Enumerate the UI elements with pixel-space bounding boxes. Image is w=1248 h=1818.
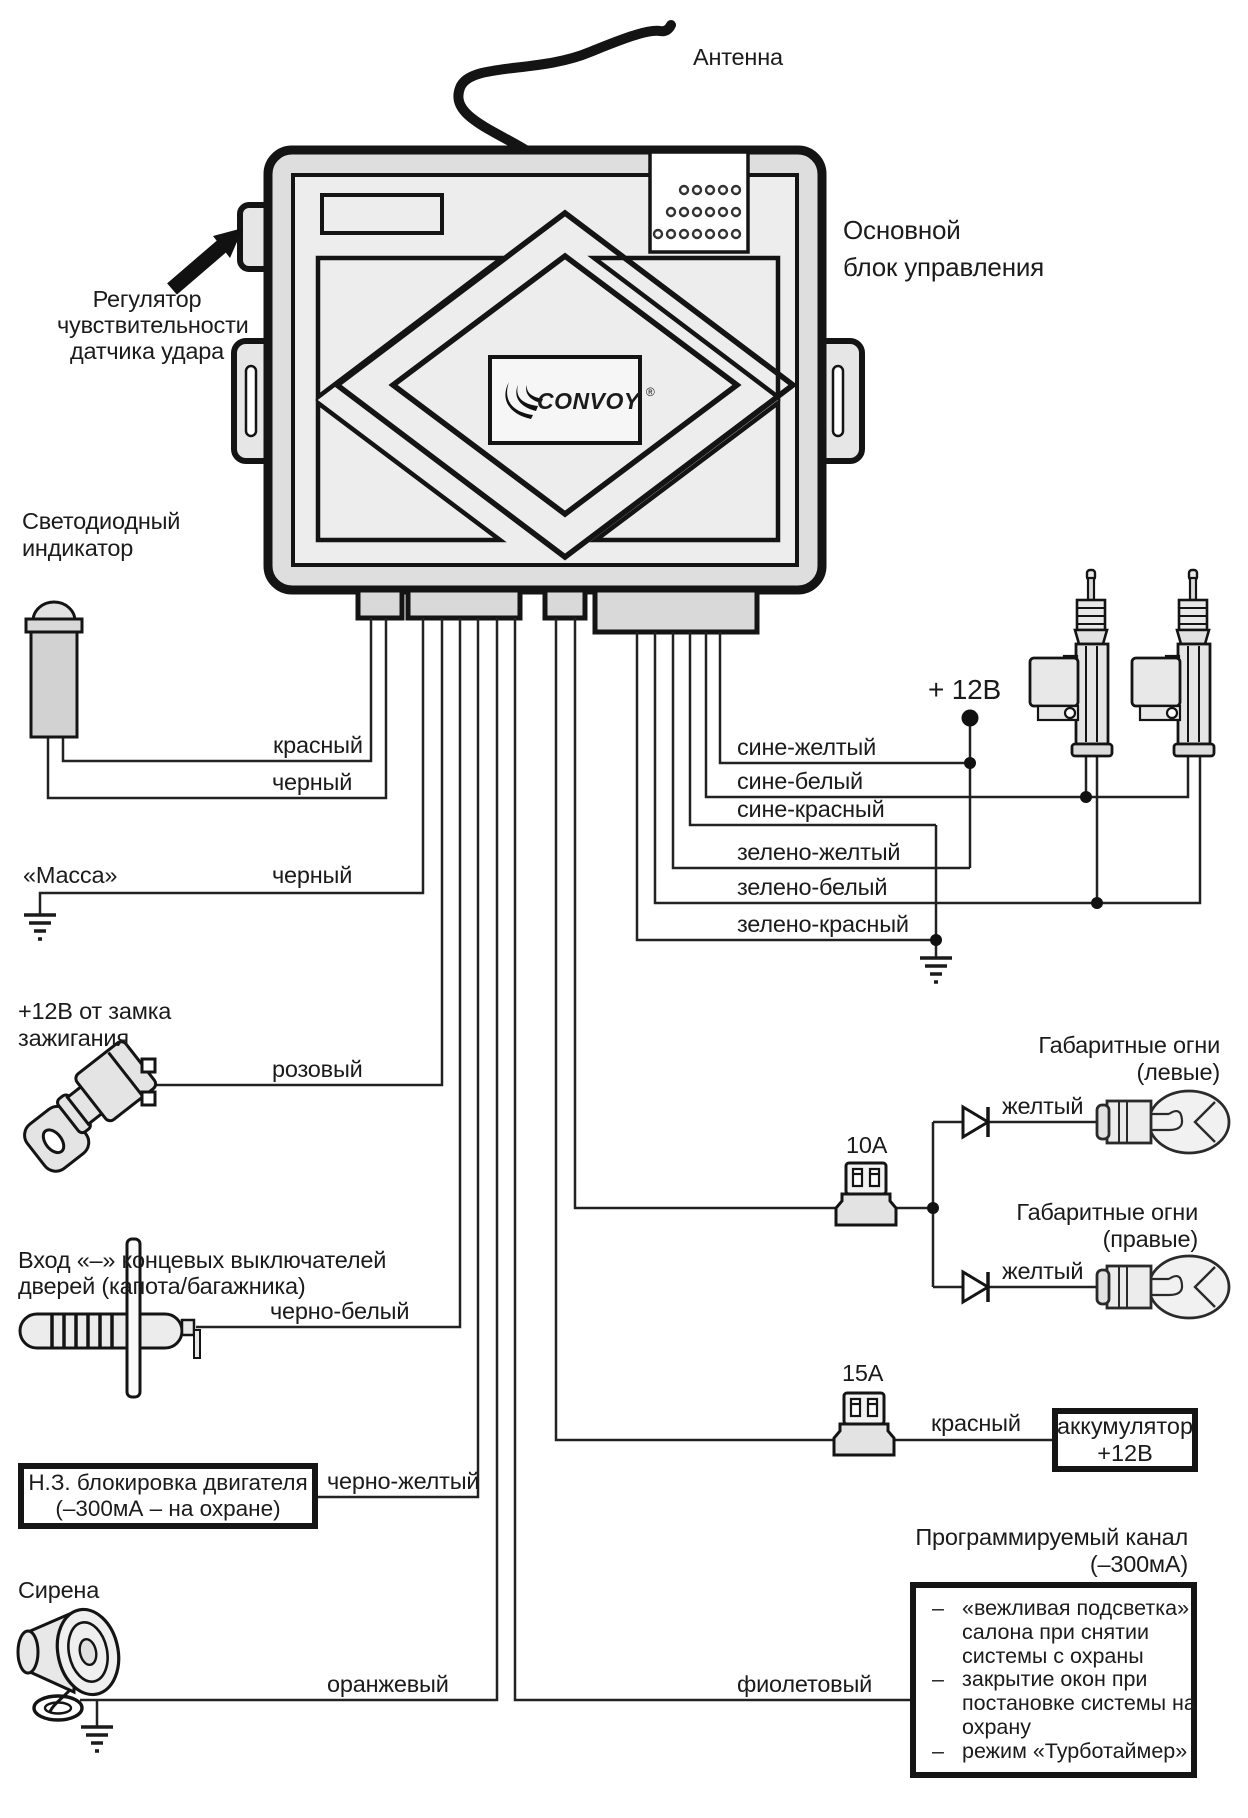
junction-dots: [927, 710, 1103, 1215]
antenna-cable-icon: [458, 25, 671, 165]
wire-label-black-white: черно-белый: [270, 1298, 410, 1324]
wire-label-ground-black: черный: [272, 862, 353, 888]
wire-label-battery-red: красный: [931, 1410, 1021, 1436]
actuator-2-icon: [1132, 570, 1214, 756]
ground-symbol-massa: [24, 915, 56, 939]
battery-box: аккумулятор +12В: [1052, 1408, 1198, 1472]
wire-label-black-yellow: черно-желтый: [327, 1468, 480, 1494]
massa-label: «Масса»: [23, 862, 118, 888]
wire-label-pink: розовый: [272, 1056, 363, 1082]
registered-mark: ®: [645, 385, 656, 400]
wire-label-orange: оранжевый: [327, 1671, 449, 1697]
prog-channel-title: Программируемый канал (–300мА): [915, 1524, 1188, 1577]
ground-symbol-lock: [920, 958, 952, 982]
prog-channel-item: системы с охраны: [962, 1643, 1144, 1668]
siren-icon: [18, 1604, 126, 1720]
prog-channel-item: – закрытие окон при: [932, 1667, 1148, 1692]
marker-lights-right-label: Габаритные огни (правые): [1016, 1199, 1198, 1252]
fuse-15a-label: 15А: [842, 1360, 884, 1386]
shock-sensor-label: Регулятор чувствительности датчика удара: [57, 286, 249, 364]
plus12v-label: + 12В: [928, 674, 1001, 705]
wire-label-yellow-top: желтый: [1002, 1093, 1084, 1119]
main-unit-label: Основной блок управления: [843, 215, 1045, 282]
diode-top-icon: [963, 1107, 988, 1137]
bulb-right-lights-icon: [1097, 1256, 1229, 1318]
fuse-10a-label: 10А: [846, 1132, 888, 1158]
wire-label-violet: фиолетовый: [737, 1671, 873, 1697]
prog-channel-item: охрану: [962, 1714, 1032, 1739]
wire-label-yellow-bottom: желтый: [1002, 1258, 1084, 1284]
unit-speaker-grille: [650, 152, 748, 252]
door-switches-label: Вход «–» концевых выключателей дверей (капота/багажника): [18, 1247, 387, 1299]
antenna-label: Антенна: [693, 44, 783, 70]
wire-black-white: [196, 618, 460, 1327]
led-indicator-icon: [26, 602, 82, 737]
fuse-10a-icon: [836, 1163, 896, 1225]
unit-connectors: [358, 590, 757, 632]
bulb-left-lights-icon: [1097, 1091, 1229, 1153]
wire-label-green-red: зелено-красный: [737, 911, 909, 937]
marker-lights-left-label: Габаритные огни (левые): [1038, 1032, 1220, 1085]
plus12v-node: [962, 710, 979, 727]
prog-channel-item: – «вежливая подсветка»: [932, 1596, 1190, 1620]
prog-channel-item: салона при снятии: [962, 1619, 1149, 1644]
diode-bottom-icon: [963, 1272, 988, 1302]
wire-pink: [152, 618, 442, 1085]
ignition-key-icon: [13, 1039, 163, 1177]
actuator-1-icon: [1030, 570, 1112, 756]
wire-label-green-white: зелено-белый: [737, 874, 888, 900]
wire-label-red: красный: [273, 732, 363, 758]
unit-vent-slot: [322, 195, 442, 233]
wire-label-blue-red: сине-красный: [737, 796, 885, 822]
ground-symbol-siren: [81, 1727, 113, 1751]
wire-label-green-yellow: зелено-желтый: [737, 839, 901, 865]
fuse-15a-icon: [834, 1393, 894, 1455]
engine-lock-box: Н.З. блокировка двигателя (–300мА – на охране): [18, 1463, 318, 1529]
prog-channel-box: [910, 1582, 1197, 1778]
siren-label: Сирена: [18, 1577, 100, 1603]
wire-label-black: черный: [272, 769, 353, 795]
ignition-label: +12В от замка зажигания: [18, 998, 172, 1051]
wire-label-blue-yellow: сине-желтый: [737, 734, 877, 760]
led-indicator-label: Светодиодный индикатор: [22, 508, 181, 561]
wire-label-blue-white: сине-белый: [737, 768, 863, 794]
prog-channel-item: – режим «Турботаймер»: [932, 1738, 1188, 1763]
shock-sensor-arrow-icon: [172, 228, 243, 289]
convoy-logo-text: CONVOY ®: [537, 385, 656, 414]
wire-actuator1: [1086, 756, 1097, 903]
prog-channel-item: постановке системы на: [962, 1691, 1196, 1716]
